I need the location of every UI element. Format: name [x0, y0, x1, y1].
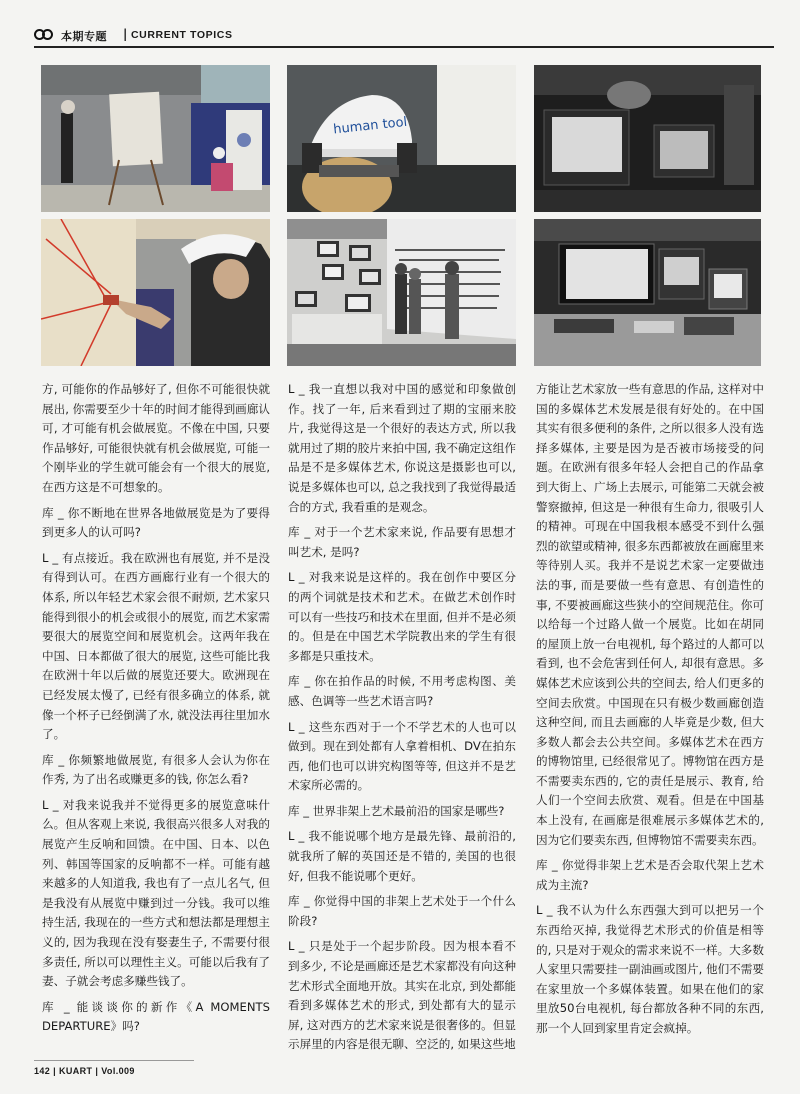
question: 库 _ 能谈谈你的新作《A MOMENTS DEPARTURE》吗?	[42, 999, 270, 1034]
volume-number: Vol.009	[101, 1066, 135, 1076]
equipment-desk-photo	[534, 219, 761, 366]
page-number: 142	[34, 1066, 51, 1076]
text-column-1	[42, 380, 270, 1043]
question: 库 _ 对于一个艺术家来说, 作品要有思想才叫艺术, 是吗?	[288, 525, 516, 559]
header-separator: |	[123, 27, 128, 41]
question: 库 _ 你在拍作品的时候, 不用考虑构图、美感、色调等一些艺术语言吗?	[288, 674, 516, 708]
answer: L _ 对我来说是这样的。我在创作中要区分的两个词就是技术和艺术。在做艺术创作时可以有一些技巧和技术在里面, 但并不是必须的。但是在中国艺术学院教出来的学生有很多都是只重技术。	[288, 570, 516, 663]
magazine-name: KUART	[58, 1066, 93, 1076]
question: 库 _ 你觉得中国的非架上艺术处于一个什么阶段?	[288, 894, 516, 928]
laser-drawing-photo	[41, 219, 270, 366]
section-title-en: CURRENT TOPICS	[131, 29, 233, 41]
answer: L _ 我不认为什么东西强大到可以把另一个东西给灭掉, 我觉得艺术形式的价值是相等的, 只是对于观众的需求来说不一样。大多数人家里只需要挂一副油画或图片, 他们不需要在家里放一个多媒体装置。如果在他们的家里放50台电视机, 每台都放各种不同的东西, 那一个人回到家里肯定会疯掉。	[536, 903, 764, 1035]
paragraph: 方, 可能你的作品够好了, 但你不可能很快就展出, 你需要至少十年的时间才能得到画廊认可, 才可能有机会做展览。不像在中国, 只要作品够好, 可能很快就有机会做展览, 可能一个刚毕业的学生就可能会有一个很大的展览, 在西方这是不可想象的。	[42, 382, 270, 494]
question: 库 _ 你觉得非架上艺术是否会取代架上艺术成为主流?	[536, 858, 764, 892]
answer: L _ 我一直想以我对中国的感觉和印象做创作。找了一年, 后来看到过了期的宝丽来胶片, 我觉得这是一个很好的表达方式, 所以我就用过了期的胶片来拍中国, 我不确定这组作品是不是多媒体艺术, 你说这是摄影也可以, 说是多媒体也可以, 总之我找到了我觉得最适合的方式, 我看重的是观念。	[288, 382, 516, 514]
gallery-easel-photo	[41, 65, 270, 212]
paragraph: 方能让艺术家放一些有意思的作品, 这样对中国的多媒体艺术发展是很有好处的。在中国其实有很多便利的条件, 之所以很多人没有选择多媒体, 主要是因为是否被市场接受的问题。在欧洲有很多年轻人会把自己的作品拿到大街上、广场上去展示, 可能第二天就会被警察撤掉, 但这是一种很有生命力, 很吸引人的精神。可现在中国我根本感受不到什么强烈的欲望或精神, 很多东西都被放在画廊里来等待别人买。我并不是说艺术家一定要做违法的事, 而是要做一些有意思、有创造性的事, 不要被画廊这些狭小的空间规范住。你可以给每一个过路人做一个展览。比如在胡同的屋顶上放一台电视机, 每个路过的人都可以看到, 也不会危害到任何人, 却很有意思。多媒体艺术应该到公共的空间去, 给人们更多的空间去欣赏。中国现在只有极少数画廊创造这种空间, 而且去画廊的人毕竟是少数, 但大多数人都会去公共空间。多媒体艺术在西方的博物馆里, 已经很常见了。博物馆在西方是不需要卖东西的, 它的责任是展示、教育, 给人们一个空间去欣赏、观看。但是在中国基本上没有, 在画廊是很难展示多媒体艺术的, 因为它们要卖东西, 但博物馆不需要卖东西。	[536, 382, 764, 847]
helmet-text: human tool	[332, 114, 408, 138]
video-monitors-dark-photo	[534, 65, 761, 212]
question: 库 _ 你不断地在世界各地做展览是为了要得到更多人的认可吗?	[42, 505, 270, 540]
answer: L _ 有点接近。我在欧洲也有展览, 并不是没有得到认可。在西方画廊行业有一个很大的体系, 所以年轻艺术家会很不耐烦, 艺术家只能得到很小的机会或很小的展览, 而艺术家需要很大的展览空间和展览机会。这两年我在中国、日本都做了很大的展览, 这些可能比我在欧洲十年以后做的展览还要大。欧洲现在已经发展太慢了, 已经有很多确立的体系, 就像一个杯子已经倒满了水, 就没法再往里加水了。	[42, 550, 270, 742]
footer-separator: |	[53, 1066, 57, 1076]
answer: L _ 这些东西对于一个不学艺术的人也可以做到。现在到处都有人拿着相机、DV在拍东西, 他们也可以讲究构图等等, 但这并不是艺术家所必需的。	[288, 719, 516, 793]
text-column-3	[536, 380, 764, 1045]
footer-separator: |	[95, 1066, 99, 1076]
page-footer	[34, 1066, 135, 1076]
section-title-zh: 本期专题	[61, 30, 107, 43]
text-column-2	[288, 380, 516, 1061]
footer-divider	[34, 1060, 194, 1061]
answer: L _ 只是处于一个起步阶段。因为根本看不到多少, 不论是画廊还是艺术家都没有向这种艺术形式全面地开放。其实在北京, 到处都能看到多媒体艺术的形式, 到处都有大的显示屏, 这对西方的艺术家来说是很奢侈的。但显示屏里的内容是很无聊、空泛的, 如果这些地	[288, 939, 516, 1052]
answer: L _ 对我来说我并不觉得更多的展览意味什么。但从客观上来说, 我很高兴很多人对我的展览产生反响和回馈。在中国、日本、以色列、韩国等国家的反响都不一样。可能有越来越多的人知道我, 我也有了一点儿名气, 但是我没有从展览中赚到过一分钱。我可以维持生活, 我现在的一些方式和想法都是理想主义的, 因为我现在没有娶妻生子, 不需要付很多责任, 所以可以理性主义。可能以后我有了妻、子就会考虑多赚些钱了。	[42, 797, 270, 989]
question: 库 _ 你频繁地做展览, 有很多人会认为你在作秀, 为了出名或赚更多的钱, 你怎么看?	[42, 752, 270, 787]
magazine-logo-icon	[34, 29, 56, 41]
tv-installation-photo	[287, 219, 516, 366]
answer: L _ 我不能说哪个地方是最先锋、最前沿的, 就我所了解的英国还是不错的, 美国的也很好, 但我不能说哪个更好。	[288, 829, 516, 883]
helmet-human-tool-photo	[287, 65, 516, 212]
page-header	[34, 28, 774, 48]
question: 库 _ 世界非架上艺术最前沿的国家是哪些?	[288, 803, 505, 818]
